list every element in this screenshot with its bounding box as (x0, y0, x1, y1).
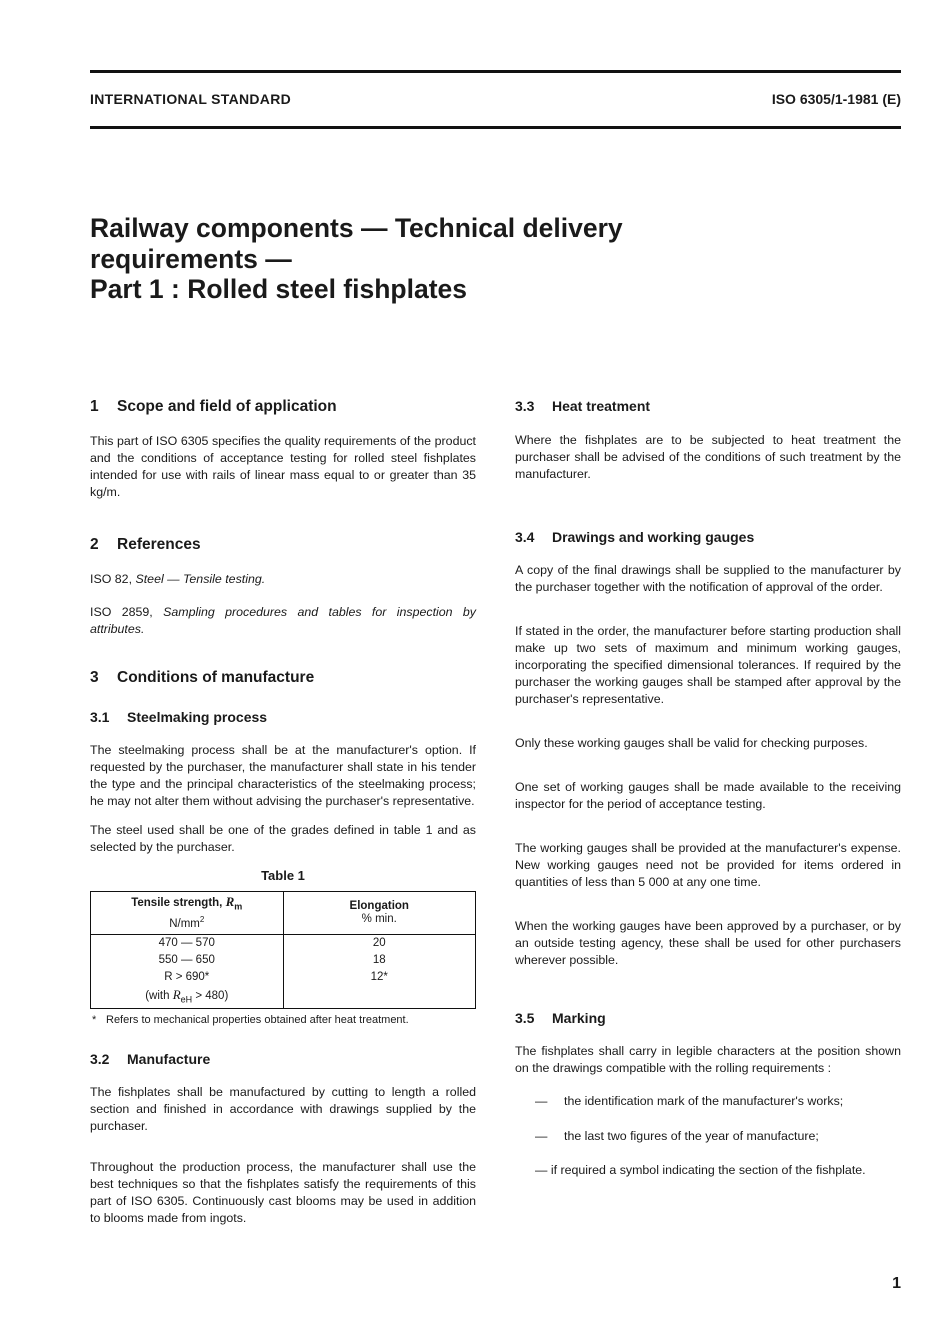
section-3-4-paragraph-6: When the working gauges have been approved by a purchaser, or by an outside testing agency, these shall be used for other purchasers wherever possible. (515, 919, 901, 967)
section-3-2-paragraph-2: Throughout the production process, the manufacturer shall use the best techniques so that the fishplates satisfy the requirements of this part of ISO 6305. Continuously cast blooms may be used in addition to blooms made from ingots. (90, 1160, 476, 1226)
list-item: — the identification mark of the manufacturer's works; (535, 1094, 844, 1108)
section-3-heading: 3 Conditions of manufacture (90, 669, 315, 686)
reference-iso-82: ISO 82, Steel — Tensile testing. (90, 572, 266, 586)
section-3-1-paragraph-1: The steelmaking process shall be at the manufacturer's option. If requested by the purchaser, the manufacturer shall state in his tender the type and the principal characteristics of the steelmaking process; he may not alter them without advising the purchaser's representative. (90, 743, 476, 808)
table-cell (283, 986, 476, 1009)
title-line-1: Railway components — Technical delivery (90, 213, 623, 243)
table-cell: R > 690* (91, 969, 284, 986)
table-row (91, 986, 476, 1009)
table-1 (90, 891, 476, 1009)
section-3-4-paragraph-1: A copy of the final drawings shall be supplied to the manufacturer by the purchaser together with the notification of approval of the order. (515, 563, 901, 594)
header-bottom-rule (90, 126, 901, 129)
section-3-3-paragraph: Where the fishplates are to be subjected to heat treatment the purchaser shall be advised of the conditions of such treatment by the manufacturer. (515, 433, 901, 481)
section-3-1-paragraph-2: The steel used shall be one of the grades defined in table 1 and as selected by the purchaser. (90, 823, 476, 854)
header-standard-label: INTERNATIONAL STANDARD (90, 91, 292, 107)
section-3-5-paragraph: The fishplates shall carry in legible characters at the position shown on the drawings compatible with the rolling requirements : (515, 1044, 901, 1075)
header-top-rule (90, 70, 901, 73)
section-3-4-paragraph-5: The working gauges shall be provided at the manufacturer's expense. New working gauges need not be provided for items ordered in quantities of less than 5 000 at any one time. (515, 841, 901, 889)
table-row (91, 969, 476, 986)
right-column (515, 397, 901, 1179)
table-row (91, 952, 476, 969)
table-1-footnote: * Refers to mechanical properties obtained after heat treatment. (92, 1014, 409, 1027)
table-row (91, 935, 476, 953)
section-3-4-heading: 3.4 Drawings and working gauges (515, 529, 755, 545)
section-3-5-heading: 3.5 Marking (515, 1010, 606, 1026)
table-cell: 12* (283, 969, 476, 986)
elongation-header: Elongation % min. (283, 892, 476, 935)
title-line-2: requirements — (90, 243, 292, 274)
section-3-2-paragraph-1: The fishplates shall be manufactured by cutting to length a rolled section and finished in accordance with drawings supplied by the purchaser. (90, 1085, 476, 1134)
table-cell: 18 (283, 952, 476, 969)
table-cell: (with $R_{eH} > 480$) (91, 986, 284, 1009)
page-number: 1 (892, 1275, 901, 1292)
table-cell: 20 (283, 935, 476, 953)
section-3-4-paragraph-4: One set of working gauges shall be made available to the receiving inspector for the period of acceptance testing. (515, 780, 901, 811)
table-header-row (91, 892, 476, 935)
section-1-heading: 1 Scope and field of application (90, 398, 337, 415)
table-cell: 470 — 570 (91, 935, 284, 953)
table-1-caption: Table 1 (261, 868, 305, 883)
section-3-3-heading: 3.3 Heat treatment (515, 398, 651, 414)
title-line-3: Part 1 : Rolled steel fishplates (90, 274, 468, 304)
table-cell: 550 — 650 (91, 952, 284, 969)
section-3-2-heading: 3.2 Manufacture (90, 1051, 211, 1068)
section-1-paragraph: This part of ISO 6305 specifies the quality requirements of the product and the conditions of acceptance testing for rolled steel fishplates intended for use with rails of linear mass equal to or greater than 35 kg/m. (90, 434, 476, 499)
left-column (90, 397, 476, 1227)
reference-iso-2859: ISO 2859, Sampling procedures and tables for inspection by attributes. (90, 605, 476, 636)
section-3-4-paragraph-2: If stated in the order, the manufacturer before starting production shall make up two sets of maximum and minimum working gauges, incorporating the specified dimensional tolerances. If required by the purchaser the working gauges shall be stamped after approval by the purchaser's representative. (515, 624, 901, 706)
tensile-strength-header: Tensile strength, $R_m$ $N/mm^2$ (91, 892, 284, 935)
document-title (90, 213, 790, 305)
section-3-1-heading: 3.1 Steelmaking process (90, 709, 268, 725)
section-3-4-paragraph-3: Only these working gauges shall be valid for checking purposes. (515, 736, 868, 750)
section-2-heading: 2 References (90, 536, 201, 553)
list-item: — if required a symbol indicating the section of the fishplate. (535, 1163, 866, 1177)
header-document-number: ISO 6305/1-1981 (E) (771, 91, 901, 107)
list-item: — the last two figures of the year of manufacture; (535, 1129, 819, 1143)
